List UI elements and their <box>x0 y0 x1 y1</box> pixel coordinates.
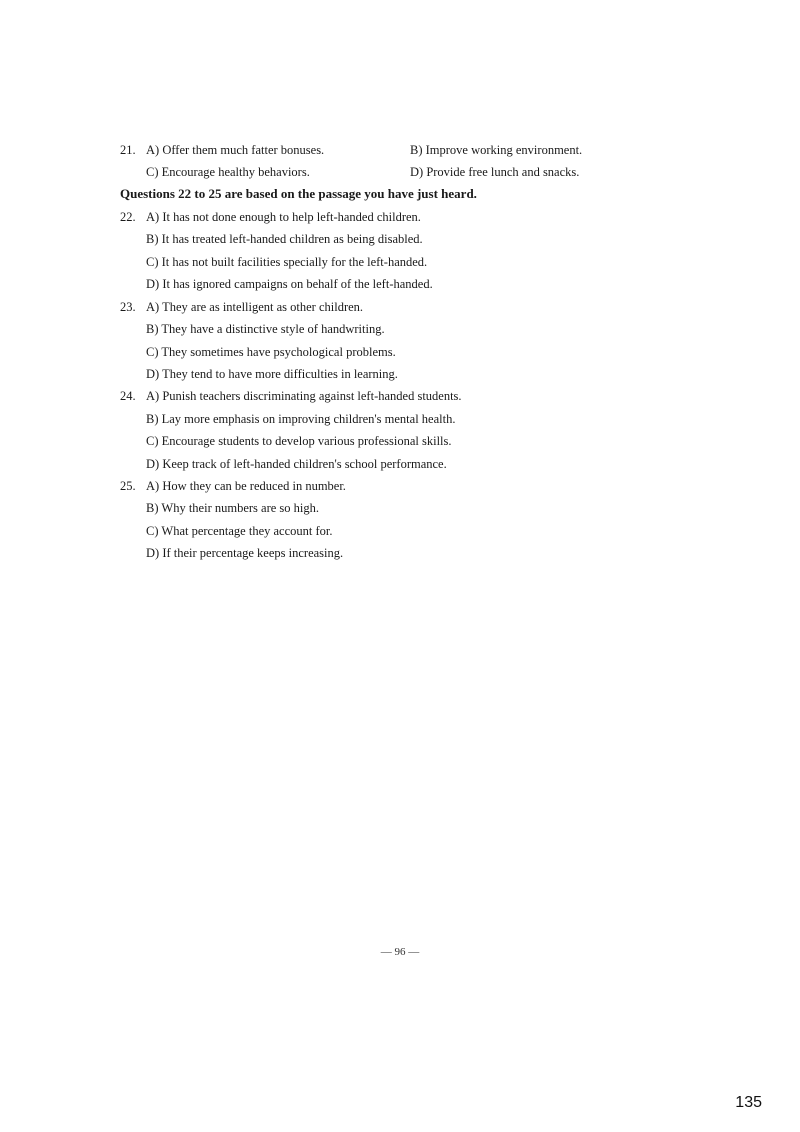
option-a: A) Offer them much fatter bonuses. <box>146 143 325 157</box>
scan-page-number: 135 <box>735 1094 762 1111</box>
question-number: 23. <box>120 300 136 314</box>
option-d: D) Provide free lunch and snacks. <box>410 165 580 179</box>
section-heading: Questions 22 to 25 are based on the passage you have just heard. <box>120 186 477 201</box>
question-23-option-a <box>120 299 363 315</box>
footer-page-number: — 96 — <box>380 946 420 958</box>
question-22-option-c: C) It has not built facilities specially for the left-handed. <box>146 255 428 269</box>
question-25-option-b: B) Why their numbers are so high. <box>146 501 319 515</box>
question-25-option-c: C) What percentage they account for. <box>146 524 333 538</box>
question-23-option-b: B) They have a distinctive style of handwriting. <box>146 322 385 336</box>
option-c: C) Encourage healthy behaviors. <box>146 165 310 179</box>
option-a: A) They are as intelligent as other children. <box>146 300 364 314</box>
question-22-option-b: B) It has treated left-handed children as being disabled. <box>146 232 423 246</box>
option-a: A) Punish teachers discriminating against left-handed students. <box>146 389 462 403</box>
option-a: A) How they can be reduced in number. <box>146 479 346 493</box>
question-24-option-d: D) Keep track of left-handed children's school performance. <box>146 457 447 471</box>
question-21-option-d <box>410 164 579 180</box>
question-21-option-b <box>410 142 582 158</box>
question-21-row-1 <box>120 142 324 158</box>
question-number: 25. <box>120 479 136 493</box>
question-24-option-c: C) Encourage students to develop various professional skills. <box>146 434 452 448</box>
question-number: 21. <box>120 143 136 157</box>
question-25-option-a <box>120 478 346 494</box>
option-a: A) It has not done enough to help left-handed children. <box>146 210 421 224</box>
question-number: 24. <box>120 389 136 403</box>
question-22-option-d: D) It has ignored campaigns on behalf of the left-handed. <box>146 277 433 291</box>
question-22-option-a <box>120 209 421 225</box>
question-25-option-d: D) If their percentage keeps increasing. <box>146 546 344 560</box>
option-b: B) Improve working environment. <box>410 143 583 157</box>
question-23-option-c: C) They sometimes have psychological problems. <box>146 345 396 359</box>
question-number: 22. <box>120 210 136 224</box>
question-23-option-d: D) They tend to have more difficulties in learning. <box>146 367 398 381</box>
question-24-option-b: B) Lay more emphasis on improving children's mental health. <box>146 412 456 426</box>
question-24-option-a <box>120 388 462 404</box>
question-21-option-c <box>146 164 310 180</box>
